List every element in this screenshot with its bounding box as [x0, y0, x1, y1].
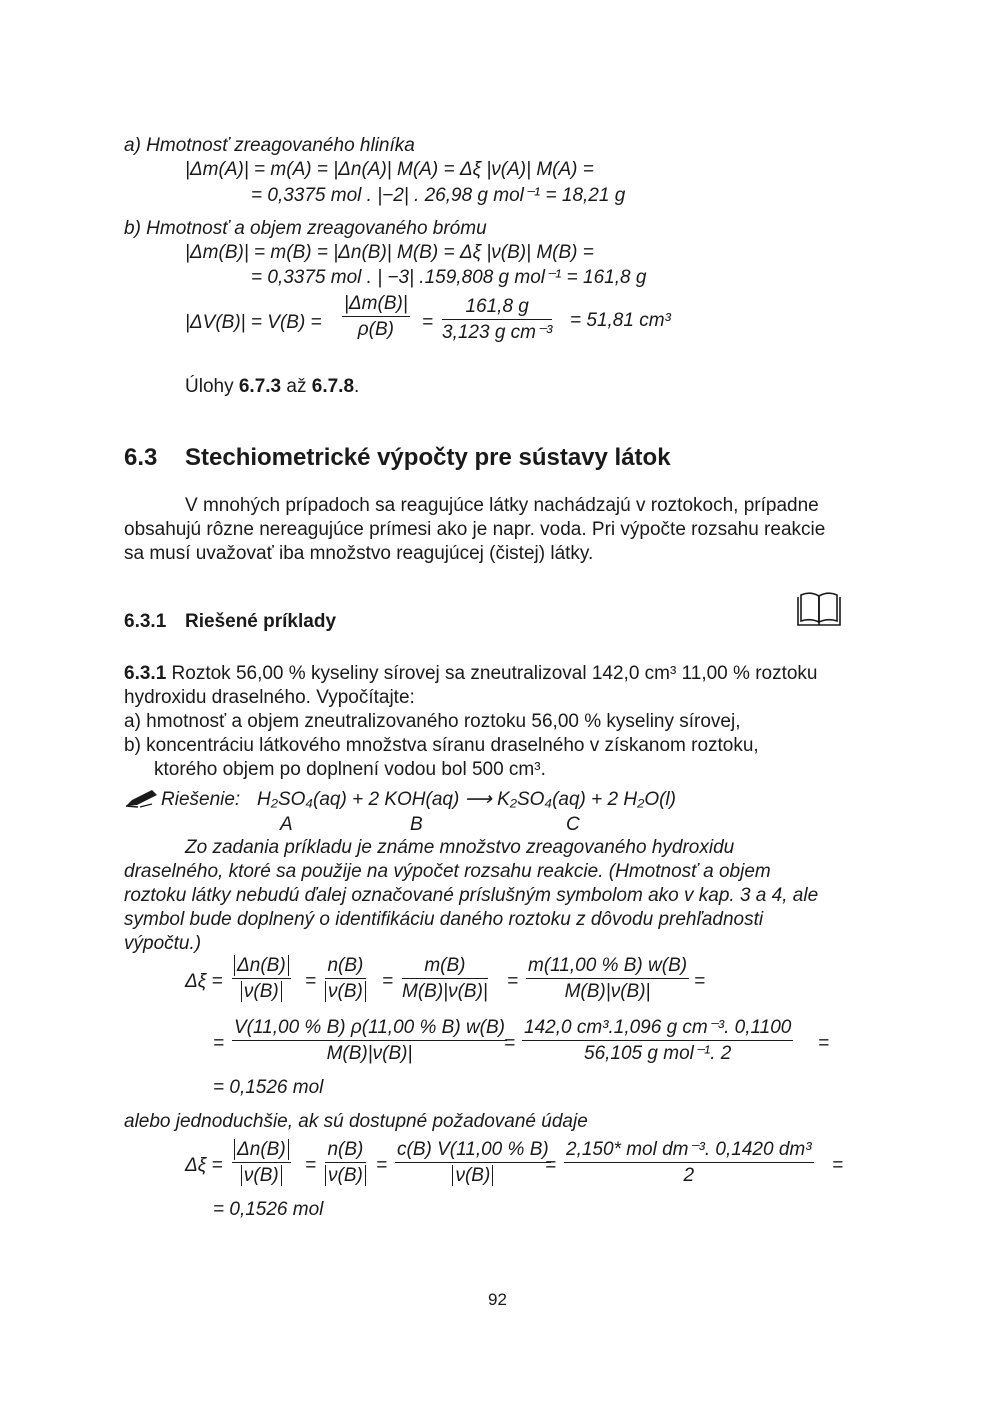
eq2-fraction-1 [232, 1018, 507, 1064]
volume-fraction-numerator: |Δm(B)| [342, 294, 410, 317]
tasks-end: . [354, 376, 360, 397]
tasks-from: 6.7.3 [238, 376, 282, 397]
part-b-equation-line2: = 0,3375 mol . | −3| .159,808 g mol⁻¹ = 161,8 g [251, 267, 647, 288]
eq1-fraction-2 [325, 956, 366, 1002]
problem-text-1: Roztok 56,00 % kyseliny sírovej sa zneutralizoval 142,0 cm³ 11,00 % roztoku [166, 663, 818, 684]
eq1-fraction-3 [402, 956, 488, 1002]
solution-text-5: výpočtu.) [124, 933, 202, 954]
eq1-fraction-1 [232, 956, 291, 1002]
solution-text-3: roztoku látky nebudú ďalej označované príslušným symbolom ako v kap. 3 a 4, ale [124, 885, 819, 906]
eq1-f4-num: m(11,00 % B) w(B) [526, 956, 689, 979]
eq2-f1-den: M(B)|ν(B)| [326, 1042, 413, 1064]
reaction-equation: H₂SO₄(aq) + 2 KOH(aq) ⟶ K₂SO₄(aq) + 2 H₂O(l) [257, 789, 676, 810]
tasks-mid: až [281, 376, 312, 397]
volume-fraction-denominator: ρ(B) [357, 318, 394, 340]
eq1-f3-num: m(B) [402, 956, 488, 979]
solution-text-1: Zo zadania príkladu je známe množstvo zreagovaného hydroxidu [185, 837, 735, 858]
eq3-fraction-4 [564, 1140, 814, 1186]
eq2-fraction-2 [522, 1018, 793, 1064]
part-a-equation-line2: = 0,3375 mol . |−2| . 26,98 g mol⁻¹ = 18,21 g [251, 185, 626, 206]
eq2-f2-num: 142,0 cm³.1,096 g cm⁻³. 0,1100 [522, 1018, 793, 1041]
problem-line-1 [124, 664, 818, 683]
part-b-equation-line1: |Δm(B)| = m(B) = |Δn(B)| M(B) = Δξ |ν(B)| M(B) = [185, 242, 594, 263]
intro-line-3: sa musí uvažovať iba množstvo reagujúcej (čistej) látky. [124, 543, 594, 564]
problem-number: 6.3.1 [124, 663, 167, 684]
eq1-lhs: Δξ = [185, 971, 223, 992]
volume-fraction-numeric-numerator: 161,8 g [442, 297, 552, 320]
eq3-equals-4: = [832, 1155, 844, 1176]
eq1-equals-1: = [305, 971, 317, 992]
volume-lhs: |ΔV(B)| = V(B) = [185, 312, 322, 333]
eq3-fraction-1 [232, 1140, 291, 1186]
eq3-equals-2: = [376, 1155, 388, 1176]
section-number: 6.3 [124, 444, 158, 471]
problem-item-b: b) koncentráciu látkového množstva síranu draselného v získanom roztoku, [124, 735, 759, 756]
part-b-heading: b) Hmotnosť a objem zreagovaného brómu [124, 218, 487, 239]
solution-label: Riešenie: [161, 789, 241, 810]
volume-fraction-numeric [442, 297, 552, 343]
eq3-f2-num: n(B) [325, 1140, 366, 1163]
eq1-fraction-4 [526, 956, 689, 1002]
eq1-equals-3: = [507, 971, 519, 992]
label-B: B [410, 814, 423, 835]
label-C: C [566, 814, 580, 835]
alternative-text: alebo jednoduchšie, ak sú dostupné požadované údaje [124, 1111, 588, 1132]
part-a-heading: a) Hmotnosť zreagovaného hliníka [124, 135, 415, 156]
problem-line-2: hydroxidu draselného. Vypočítajte: [124, 687, 415, 708]
volume-fraction-numeric-denominator: 3,123 g cm⁻³ [442, 321, 553, 343]
eq3-fraction-2 [325, 1140, 366, 1186]
eq2-equals-lead: = [213, 1033, 225, 1054]
eq1-f1-den: ν(B) [241, 981, 282, 1002]
solution-text-2: draselného, ktoré sa použije na výpočet rozsahu reakcie. (Hmotnosť a objem [124, 861, 771, 882]
equals-sign: = [422, 312, 434, 333]
eq1-f2-den: ν(B) [325, 981, 366, 1002]
eq3-f1-num: Δn(B) [234, 1139, 289, 1160]
eq1-equals-4: = [694, 971, 706, 992]
problem-item-a: a) hmotnosť a objem zneutralizovaného roztoku 56,00 % kyseliny sírovej, [124, 711, 741, 732]
intro-line-1: V mnohých prípadoch sa reagujúce látky nachádzajú v roztokoch, prípadne [185, 495, 819, 516]
part-a-equation-line1: |Δm(A)| = m(A) = |Δn(A)| M(A) = Δξ |ν(A)| M(A) = [185, 159, 594, 180]
eq3-f4-den: 2 [683, 1164, 695, 1186]
problem-item-b-cont: ktorého objem po doplnení vodou bol 500 cm³. [154, 759, 546, 780]
pencil-icon [124, 787, 160, 809]
eq1-f3-den: M(B)|ν(B)| [402, 980, 488, 1002]
eq3-lhs: Δξ = [185, 1155, 223, 1176]
eq1-equals-2: = [382, 971, 394, 992]
eq3-f2-den: ν(B) [325, 1165, 366, 1186]
eq2-f1-num: V(11,00 % B) ρ(11,00 % B) w(B) [232, 1018, 507, 1041]
eq2-f2-den: 56,105 g mol⁻¹. 2 [584, 1042, 732, 1064]
eq3-f1-den: ν(B) [241, 1165, 282, 1186]
tasks-reference [185, 377, 359, 396]
volume-result: = 51,81 cm³ [570, 310, 671, 331]
volume-fraction-symbolic [342, 294, 410, 340]
tasks-to: 6.7.8 [311, 376, 355, 397]
eq2-result: = 0,1526 mol [213, 1077, 324, 1098]
section-title: Stechiometrické výpočty pre sústavy látok [185, 444, 671, 471]
eq3-fraction-3 [395, 1140, 551, 1186]
eq3-f3-den: ν(B) [452, 1165, 493, 1186]
eq3-f4-num: 2,150* mol dm⁻³. 0,1420 dm³ [564, 1140, 814, 1163]
subsection-number: 6.3.1 [124, 611, 167, 632]
solution-text-4: symbol bude doplnený o identifikáciu daného roztoku z dôvodu prehľadnosti [124, 909, 764, 930]
page-number: 92 [488, 1290, 507, 1309]
tasks-prefix: Úlohy [185, 376, 239, 397]
eq1-f2-num: n(B) [325, 956, 366, 979]
eq3-result: = 0,1526 mol [213, 1199, 324, 1220]
subsection-title: Riešené príklady [185, 611, 337, 632]
eq3-equals-3: = [545, 1155, 557, 1176]
eq2-equals-mid: = [504, 1033, 516, 1054]
eq3-equals-1: = [305, 1155, 317, 1176]
eq3-f3-num: c(B) V(11,00 % B) [395, 1140, 551, 1163]
book-icon [795, 591, 843, 629]
intro-line-2: obsahujú rôzne nereagujúce prímesi ako je napr. voda. Pri výpočte rozsahu reakcie [124, 519, 826, 540]
label-A: A [280, 814, 293, 835]
eq2-equals-end: = [818, 1033, 830, 1054]
eq1-f4-den: M(B)|ν(B)| [564, 980, 651, 1002]
eq1-f1-num: Δn(B) [234, 955, 289, 976]
